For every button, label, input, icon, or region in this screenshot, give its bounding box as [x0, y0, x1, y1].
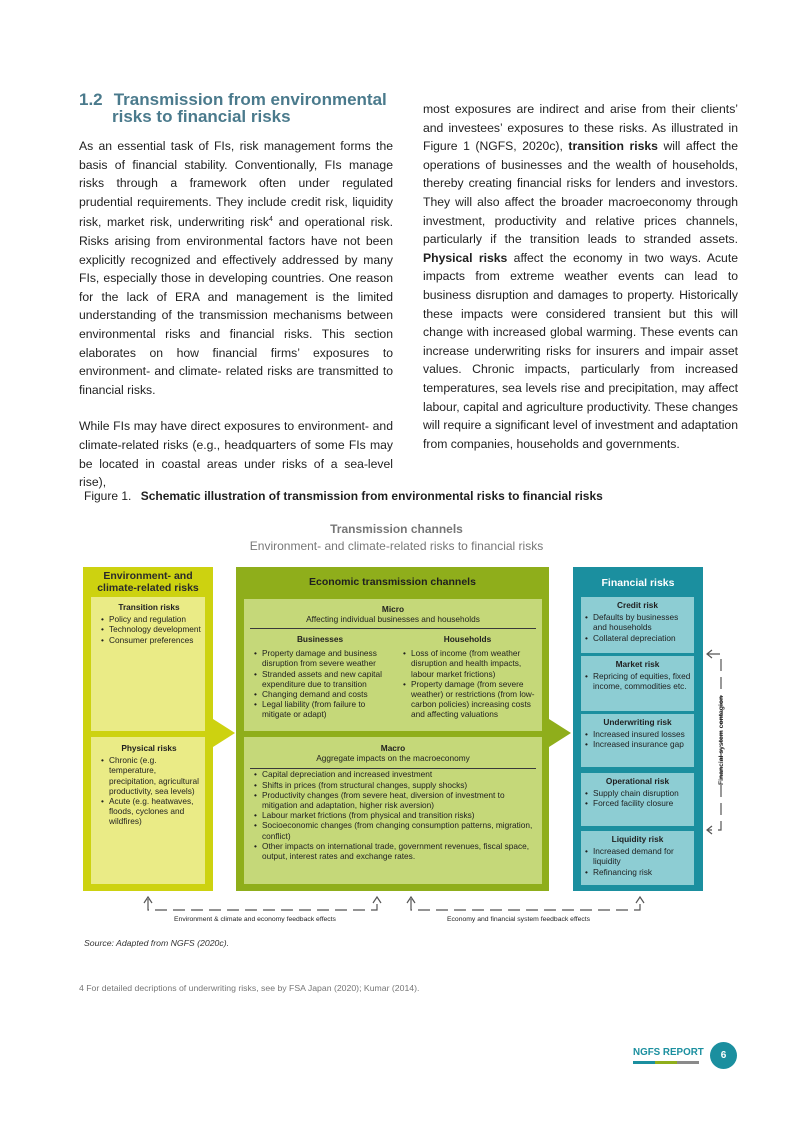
section-title-line2: risks to financial risks [112, 107, 291, 126]
list-item: • Other impacts on international trade, government revenues, fiscal space, output, interest rates and exchange rates. [262, 841, 536, 861]
list-item: • Chronic (e.g. temperature, precipitation, agricultural productivity, sea levels) [109, 755, 201, 796]
figure-caption [84, 489, 603, 503]
list-item: • Labour market frictions (from physical and transition risks) [262, 810, 536, 820]
households-list [399, 648, 536, 719]
market-risk-list [581, 671, 694, 691]
figure-label: Figure 1. [84, 489, 132, 503]
env-risks-heading: Environment- and climate-related risks [97, 570, 199, 594]
contagion-label: Financial system contagion [718, 695, 725, 785]
transition-risks-list [97, 614, 201, 645]
operational-risk-title: Operational risk [605, 776, 670, 786]
operational-risk-list [581, 788, 694, 808]
section-title-line1: Transmission from environmental [113, 90, 387, 109]
paragraph-2: While FIs may have direct exposures to environment- and climate-related risks (e.g., headquarters of some FIs may be located in coastal areas under risks of a sea-level rise), [79, 419, 393, 490]
list-item: • Increased demand for liquidity [593, 846, 694, 866]
macro-subtitle: Aggregate impacts on the macroeconomy [316, 753, 470, 764]
businesses-column [250, 634, 390, 720]
micro-subtitle: Affecting individual businesses and households [306, 614, 480, 625]
physical-risks-list [97, 755, 201, 826]
list-item: • Refinancing risk [593, 867, 694, 877]
text-column-left [79, 137, 393, 510]
list-item: • Property damage and business disruption from severe weather [262, 648, 390, 668]
list-item: • Legal liability (from failure to mitigate or adapt) [262, 699, 390, 719]
list-item: • Defaults by businesses and households [593, 612, 694, 632]
bold-physical-risks: Physical risks [423, 250, 508, 265]
businesses-title: Businesses [296, 634, 344, 644]
list-item: • Shifts in prices (from structural changes, supply shocks) [262, 780, 536, 790]
businesses-list [250, 648, 390, 719]
underwriting-risk-list [581, 729, 694, 749]
diagram-subtitle: Environment- and climate-related risks to financial risks [249, 539, 544, 553]
feedback-label-left: Environment & climate and economy feedback effects [174, 916, 336, 923]
macro-title: Macro [380, 743, 406, 753]
paragraph-3 [423, 100, 738, 453]
list-item: • Forced facility closure [593, 798, 694, 808]
list-item: • Productivity changes (from severe heat, diversion of investment to mitigation and adaptation, higher risk aversion) [262, 790, 536, 810]
market-risk-box [581, 656, 694, 711]
liquidity-risk-box [581, 831, 694, 885]
paragraph-3-text: most exposures are indirect and arise from their clients’ and investees’ exposures to these risks. As illustrated in Figure 1 (NGFS, 2020c), [423, 102, 738, 154]
list-item: • Capital depreciation and increased investment [262, 769, 536, 779]
transition-risks-title: Transition risks [118, 602, 180, 612]
section-title [79, 91, 399, 125]
footer-color-bars [633, 1061, 699, 1064]
list-item: • Consumer preferences [109, 635, 201, 645]
arrow-right-icon [213, 719, 235, 747]
list-item: • Supply chain disruption [593, 788, 694, 798]
list-item: • Property damage (from severe weather) or restrictions (from low-carbon policies) increasing costs and affecting valuations [411, 679, 536, 720]
list-item: • Acute (e.g. heatwaves, floods, cyclones and wildfires) [109, 796, 201, 827]
list-item: • Loss of income (from weather disruption and health impacts, labour market frictions) [411, 648, 536, 679]
feedback-arrows-icon [140, 893, 660, 915]
micro-box [244, 599, 542, 731]
credit-risk-box [581, 597, 694, 653]
feedback-label-right: Economy and financial system feedback effects [447, 916, 591, 923]
liquidity-risk-list [581, 846, 694, 877]
list-item: • Changing demand and costs [262, 689, 390, 699]
macro-box [244, 737, 542, 884]
diagram-title: Transmission channels [330, 522, 463, 536]
economic-channels-heading: Economic transmission channels [309, 576, 476, 588]
list-item: • Socioeconomic changes (from changing consumption patterns, migration, conflict) [262, 820, 536, 840]
underwriting-risk-box [581, 714, 694, 767]
list-item: • Collateral depreciation [593, 633, 694, 643]
text-column-right [423, 100, 738, 471]
underwriting-risk-title: Underwriting risk [603, 717, 672, 727]
households-column [399, 634, 536, 720]
paragraph-1 [79, 137, 393, 399]
bold-transition-risks: transition risks [568, 139, 658, 154]
liquidity-risk-title: Liquidity risk [611, 834, 664, 844]
physical-risks-title: Physical risks [121, 743, 177, 753]
paragraph-1-text: As an essential task of FIs, risk management forms the basis of financial stability. Conventionally, FIs manage risks through a framework often under regulated prudential requirements. They include credit risk, liquidity risk, market risk, underwriting risk [79, 139, 393, 230]
footnote: 4 For detailed decriptions of underwriting risks, see by FSA Japan (2020); Kumar (2014). [79, 983, 420, 993]
report-name: NGFS REPORT [633, 1047, 704, 1058]
transition-risks-box [91, 597, 205, 731]
credit-risk-title: Credit risk [616, 600, 659, 610]
paragraph-1-rest: and operational risk. Risks arising from environmental factors have not been explicitly recognized and effectively addressed by many FIs, especially those in developing countries. One reason for the lack of ERA and management is the limited understanding of the transmission mechanisms between environmental risks and financial risks. This section elaborates on how financial firms’ exposures to environment- and climate- related risks are transmitted to financial risks. [79, 215, 393, 397]
page-number: 6 [710, 1042, 737, 1069]
list-item: • Technology development [109, 624, 201, 634]
operational-risk-box [581, 773, 694, 826]
micro-divider [250, 628, 536, 629]
footnote-ref[interactable]: 4 [269, 216, 273, 224]
paragraph-3-text-3: affect the economy in two ways. Acute impacts from extreme weather events can lead to business disruption and damages to property. Historically these impacts were considered transient but this will change with increased global warming. These events can increase underwriting risks for insurers and impair asset values. Chronic impacts, particularly from increased temperatures, sea levels rise and precipitation, may affect labour, capital and agriculture productivity. These changes will require a significant level of investment and adaptation from companies, households and governments. [423, 250, 738, 451]
physical-risks-box [91, 737, 205, 884]
households-title: Households [443, 634, 492, 644]
list-item: • Repricing of equities, fixed income, commodities etc. [593, 671, 694, 691]
paragraph-3-text-2: will affect the operations of businesses and the wealth of households, thereby creating financial risks for lenders and investors. They will also affect the broader macroeconomy through investment, productivity and relative prices channels, particularly if the transition leads to stranded assets. [423, 139, 738, 247]
micro-title: Micro [381, 604, 405, 614]
list-item: • Policy and regulation [109, 614, 201, 624]
list-item: • Increased insurance gap [593, 739, 694, 749]
macro-list [250, 769, 536, 861]
list-item: • Stranded assets and new capital expenditure due to transition [262, 669, 390, 689]
figure-source: Source: Adapted from NGFS (2020c). [84, 938, 230, 948]
figure-title: Schematic illustration of transmission from environmental risks to financial risks [140, 489, 603, 503]
list-item: • Increased insured losses [593, 729, 694, 739]
section-number: 1.2 [79, 90, 103, 109]
arrow-right-icon [549, 719, 571, 747]
credit-risk-list [581, 612, 694, 643]
financial-risks-heading: Financial risks [601, 577, 675, 589]
market-risk-title: Market risk [615, 659, 660, 669]
